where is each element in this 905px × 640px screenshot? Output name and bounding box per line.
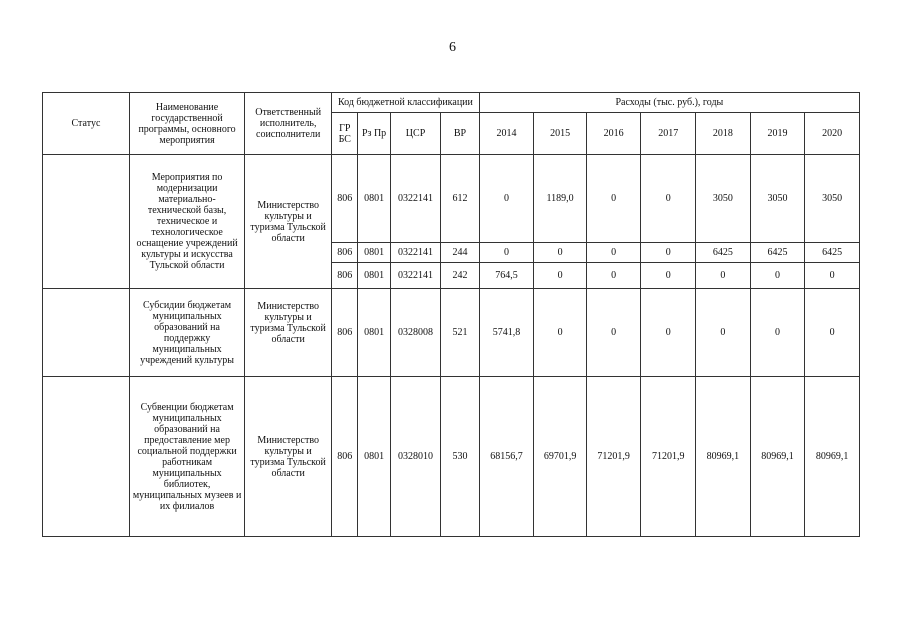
header-budget-code: Код бюджетной классификации: [332, 93, 480, 113]
cell-value: 0: [586, 289, 641, 377]
cell-grbs: 806: [332, 243, 358, 263]
header-vr: ВР: [441, 113, 479, 155]
cell-grbs: 806: [332, 289, 358, 377]
cell-value: 0: [641, 155, 696, 243]
cell-value: 0: [479, 243, 534, 263]
cell-value: 0: [805, 263, 860, 289]
cell-value: 0: [641, 263, 696, 289]
cell-value: 1189,0: [534, 155, 587, 243]
cell-csr: 0322141: [390, 263, 441, 289]
cell-csr: 0328008: [390, 289, 441, 377]
cell-value: 0: [750, 263, 805, 289]
cell-value: 3050: [805, 155, 860, 243]
cell-value: 6425: [750, 243, 805, 263]
budget-table: [42, 92, 860, 537]
cell-value: 68156,7: [479, 377, 534, 537]
cell-value: 3050: [750, 155, 805, 243]
cell-rzpr: 0801: [358, 263, 390, 289]
cell-value: 80969,1: [696, 377, 751, 537]
page-number: 6: [449, 40, 456, 55]
cell-value: 71201,9: [586, 377, 641, 537]
row-program-name: Субсидии бюджетам муниципальных образований на поддержку муниципальных учреждений культуры: [129, 289, 244, 377]
cell-csr: 0322141: [390, 155, 441, 243]
row-status: [43, 377, 130, 537]
cell-value: 0: [750, 289, 805, 377]
table-row: [43, 289, 860, 377]
cell-value: 0: [534, 263, 587, 289]
cell-value: 3050: [696, 155, 751, 243]
cell-vr: 521: [441, 289, 479, 377]
cell-rzpr: 0801: [358, 289, 390, 377]
row-responsible: Министерство культуры и туризма Тульской области: [245, 377, 332, 537]
row-status: [43, 155, 130, 289]
row-responsible: Министерство культуры и туризма Тульской области: [245, 289, 332, 377]
header-status: Статус: [43, 93, 130, 155]
cell-value: 80969,1: [805, 377, 860, 537]
header-grbs: ГР БС: [332, 113, 358, 155]
header-year: 2020: [805, 113, 860, 155]
cell-value: 6425: [696, 243, 751, 263]
cell-rzpr: 0801: [358, 155, 390, 243]
cell-value: 0: [586, 243, 641, 263]
header-responsible: Ответственный исполнитель, соисполнители: [245, 93, 332, 155]
cell-value: 0: [534, 289, 587, 377]
cell-value: 764,5: [479, 263, 534, 289]
cell-csr: 0322141: [390, 243, 441, 263]
cell-value: 0: [534, 243, 587, 263]
cell-value: 5741,8: [479, 289, 534, 377]
cell-vr: 530: [441, 377, 479, 537]
cell-value: 0: [696, 263, 751, 289]
cell-grbs: 806: [332, 263, 358, 289]
cell-vr: 612: [441, 155, 479, 243]
table-row: [43, 377, 860, 537]
cell-vr: 244: [441, 243, 479, 263]
cell-csr: 0328010: [390, 377, 441, 537]
cell-rzpr: 0801: [358, 377, 390, 537]
header-csr: ЦСР: [390, 113, 441, 155]
cell-value: 0: [641, 289, 696, 377]
header-rzpr: Рз Пр: [358, 113, 390, 155]
cell-value: 71201,9: [641, 377, 696, 537]
cell-value: 0: [479, 155, 534, 243]
header-year: 2018: [696, 113, 751, 155]
cell-value: 0: [586, 155, 641, 243]
header-expenses: Расходы (тыс. руб.), годы: [479, 93, 859, 113]
cell-value: 0: [805, 289, 860, 377]
cell-value: 0: [641, 243, 696, 263]
cell-vr: 242: [441, 263, 479, 289]
header-program-name: Наименование государственной программы, основного мероприятия: [129, 93, 244, 155]
cell-rzpr: 0801: [358, 243, 390, 263]
cell-grbs: 806: [332, 155, 358, 243]
header-year: 2016: [586, 113, 641, 155]
header-year: 2015: [534, 113, 587, 155]
table-row: [43, 155, 860, 243]
cell-value: 80969,1: [750, 377, 805, 537]
row-program-name: Субвенции бюджетам муниципальных образований на предоставление мер социальной поддержки работникам муниципальных библиотек, муниципальных музеев и их филиалов: [129, 377, 244, 537]
row-responsible: Министерство культуры и туризма Тульской области: [245, 155, 332, 289]
cell-value: 0: [586, 263, 641, 289]
cell-value: 6425: [805, 243, 860, 263]
row-program-name: Мероприятия по модернизации материально-технической базы, техническое и технологическое оснащение учреждений культуры и искусства Тульской области: [129, 155, 244, 289]
cell-value: 69701,9: [534, 377, 587, 537]
cell-value: 0: [696, 289, 751, 377]
cell-grbs: 806: [332, 377, 358, 537]
header-year: 2014: [479, 113, 534, 155]
row-status: [43, 289, 130, 377]
header-year: 2017: [641, 113, 696, 155]
header-year: 2019: [750, 113, 805, 155]
